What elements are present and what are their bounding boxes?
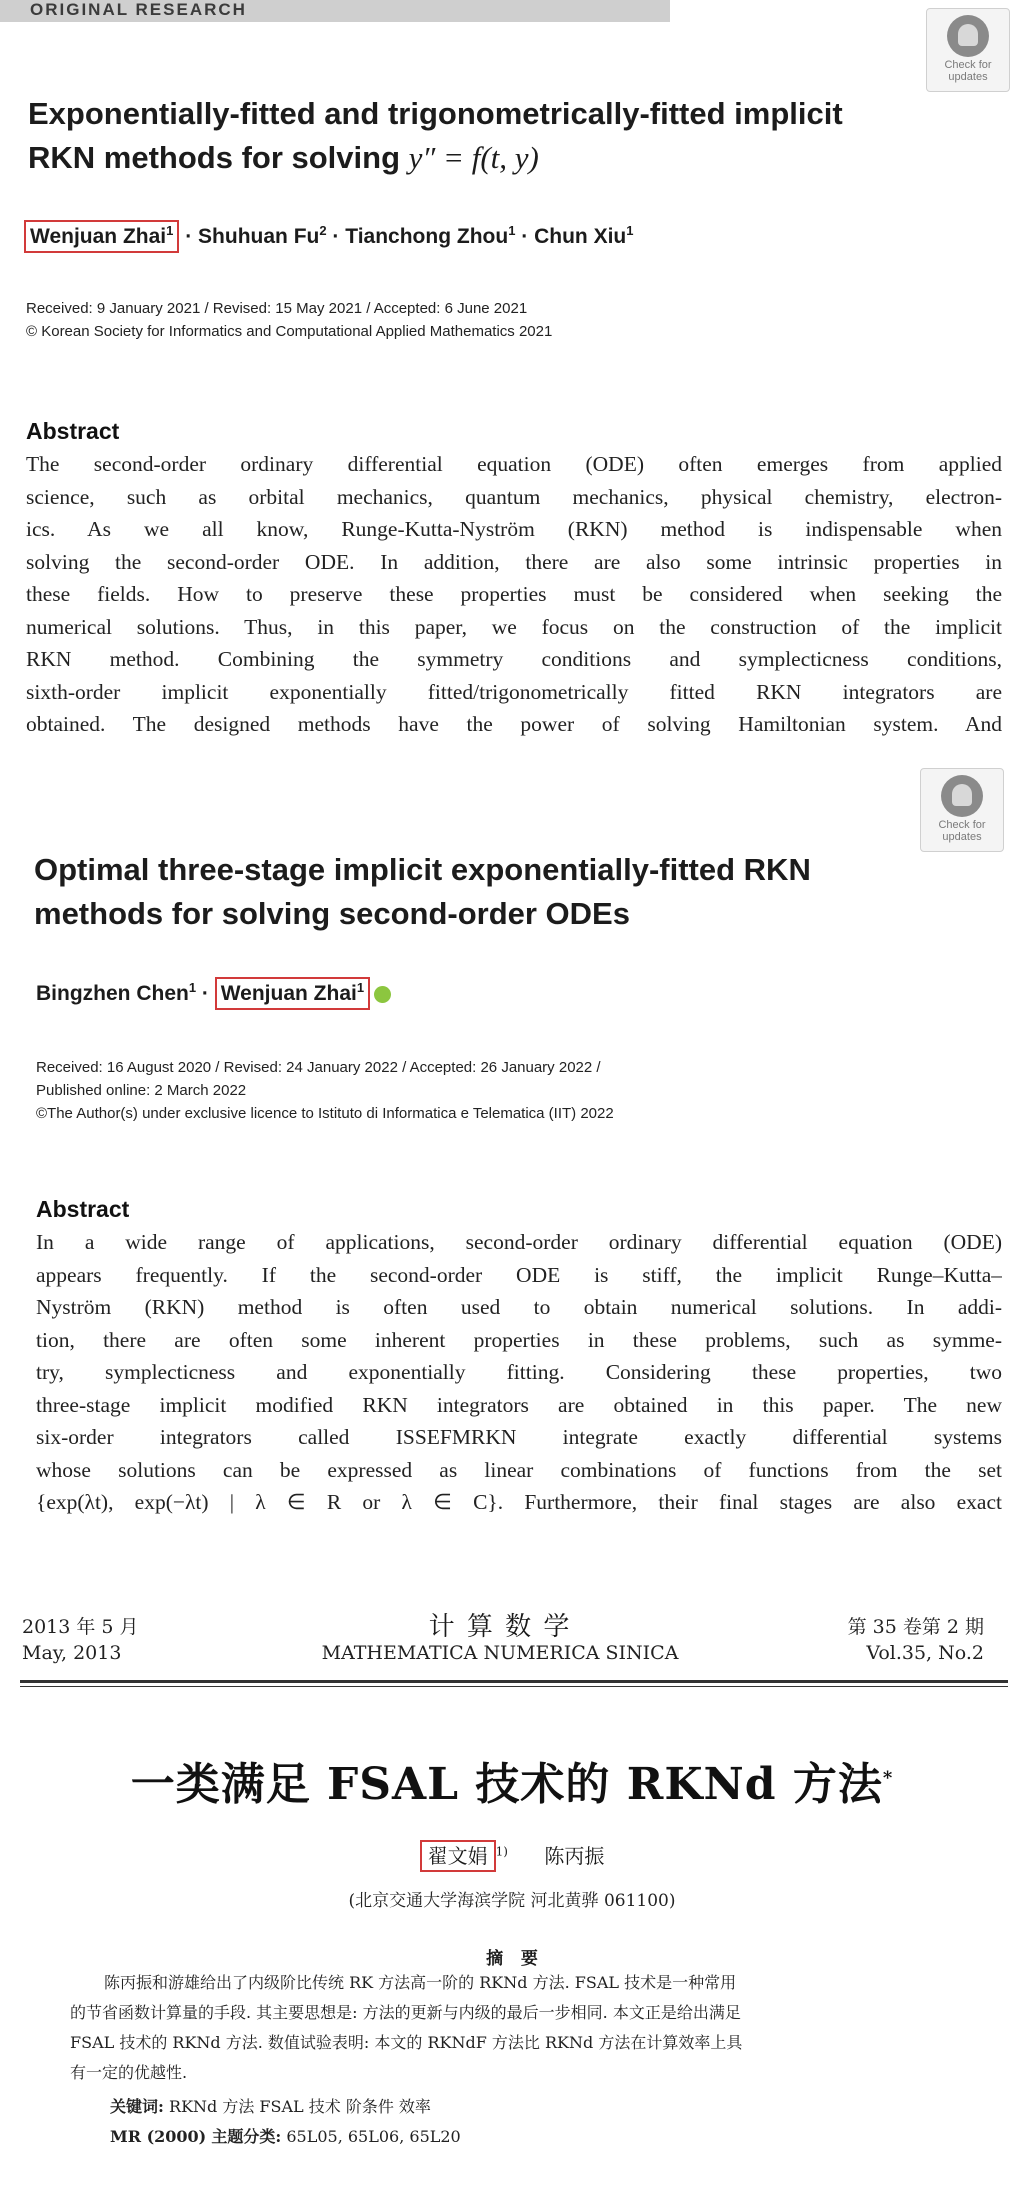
journal-date-en: May, 2013 <box>22 1642 122 1664</box>
paper2-dates-line1: Received: 16 August 2020 / Revised: 24 January 2022 / Accepted: 26 January 2022 / <box>36 1059 601 1076</box>
author-affiliation-sup: 1 <box>626 223 634 238</box>
author-separator: · <box>515 225 535 248</box>
paper2-dates-line2: Published online: 2 March 2022 <box>36 1082 247 1099</box>
author-affiliation-sup: 1 <box>166 223 174 238</box>
paper1-title-math: y″ = f(t, y) <box>408 140 539 175</box>
paper1-copyright: © Korean Society for Informatics and Computational Applied Mathematics 2021 <box>26 323 553 340</box>
msc-label-en: MR (2000) <box>110 2127 207 2146</box>
journal-volume-cn: 第 35 卷第 2 期 <box>847 1616 984 1638</box>
paper1-title <box>28 92 928 180</box>
author-affiliation-sup: 1) <box>495 1844 508 1859</box>
msc-label-cn: 主题分类: <box>211 2127 282 2146</box>
author-name: Chun Xiu <box>534 225 627 248</box>
paper2-title-line1: Optimal three-stage implicit exponentially-fitted RKN <box>34 852 811 887</box>
paper1-meta <box>26 297 552 343</box>
abstract-line: obtained. The designed methods have the power of solving Hamiltonian system. And <box>26 712 1002 736</box>
journal-date-cn: 2013 年 5 月 <box>22 1616 139 1638</box>
author-name: 陈丙振 <box>544 1844 605 1868</box>
title-footnote-mark: * <box>882 1767 894 1789</box>
paper3-title-text: 一类满足 FSAL 技术的 RKNd 方法 <box>130 1759 883 1810</box>
author-separator: · <box>196 982 215 1005</box>
author-name: Shuhuan Fu <box>198 225 320 248</box>
check-badge-line1: Check for <box>938 819 986 831</box>
paper1-dates: Received: 9 January 2021 / Revised: 15 May 2021 / Accepted: 6 June 2021 <box>26 300 528 317</box>
highlighted-author-box <box>420 1840 496 1872</box>
abstract-line: whose solutions can be expressed as linear combinations of functions from the set <box>36 1457 1002 1482</box>
abstract-line: three-stage implicit modified RKN integrators are obtained in this paper. The new <box>36 1392 1002 1417</box>
check-badge-line2: updates <box>942 831 982 843</box>
keywords-label: 关键词: <box>110 2097 164 2116</box>
paper2-authors <box>36 980 391 1006</box>
check-for-updates-icon <box>941 775 983 817</box>
highlighted-author-box <box>24 220 179 253</box>
abstract-line: science, such as orbital mechanics, quantum mechanics, physical chemistry, electron- <box>26 484 1002 509</box>
orcid-icon[interactable] <box>374 986 391 1003</box>
abstract-line: appears frequently. If the second-order ODE is stiff, the implicit Runge–Kutta– <box>36 1262 1002 1287</box>
check-badge-line1: Check for <box>944 59 992 71</box>
abstract-line: RKN method. Combining the symmetry conditions and symplecticness conditions, <box>26 647 1002 671</box>
abstract-line: six-order integrators called ISSEFMRKN integrate exactly differential systems <box>36 1425 1002 1449</box>
check-badge-line2: updates <box>948 71 988 83</box>
paper2-abstract-heading: Abstract <box>36 1196 130 1222</box>
paper1-title-line2-text: RKN methods for solving <box>28 140 409 175</box>
paper2-abstract <box>36 1226 1002 1522</box>
abstract-line: try, symplecticness and exponentially fitting. Considering these properties, two <box>36 1360 1002 1384</box>
abstract-line: 有一定的优越性. <box>70 2063 188 2082</box>
author-name: Bingzhen Chen <box>36 982 189 1005</box>
abstract-line: sixth-order implicit exponentially fitted/trigonometrically fitted RKN integrators are <box>26 679 1002 704</box>
header-rule-thin <box>20 1686 1008 1687</box>
journal-name-cn: 计 算 数 学 <box>428 1612 572 1642</box>
msc-value: 65L05, 65L06, 65L20 <box>286 2127 461 2146</box>
author-separator: · <box>326 225 346 248</box>
abstract-line: ics. As we all know, Runge-Kutta-Nyström (RKN) method is indispensable when <box>26 517 1002 541</box>
author-affiliation-sup: 2 <box>319 223 327 238</box>
abstract-line: numerical solutions. Thus, in this paper, we focus on the construction of the implicit <box>26 614 1002 639</box>
paper3-authors <box>0 1840 1024 1869</box>
check-for-updates-badge[interactable] <box>920 768 1004 852</box>
abstract-line: In a wide range of applications, second-order ordinary differential equation (ODE) <box>36 1230 1002 1254</box>
abstract-line: {exp(λt), exp(−λt) | λ ∈ R or λ ∈ C}. Furthermore, their final stages are also exact <box>36 1490 1002 1514</box>
paper2-title-line2: methods for solving second-order ODEs <box>34 896 630 931</box>
author-separator: · <box>179 225 199 248</box>
paper3-abstract <box>70 1968 950 2088</box>
paper2-copyright: ©The Author(s) under exclusive licence to Istituto di Informatica e Telematica (IIT) 2022 <box>36 1105 614 1122</box>
journal-name-en: MATHEMATICA NUMERICA SINICA <box>321 1642 679 1664</box>
header-rule-thick <box>20 1680 1008 1683</box>
paper1-abstract-heading: Abstract <box>26 418 120 444</box>
paper3-keywords <box>110 2094 431 2117</box>
author-name: Tianchong Zhou <box>345 225 509 248</box>
author-name: Wenjuan Zhai <box>220 982 357 1005</box>
author-name: 翟文娟 <box>427 1844 488 1868</box>
paper2-meta <box>36 1056 614 1125</box>
author-name: Wenjuan Zhai <box>30 225 167 248</box>
author-affiliation-sup: 1 <box>508 223 516 238</box>
paper1-title-line1: Exponentially-fitted and trigonometrically-fitted implicit <box>28 96 843 131</box>
paper1-authors <box>24 223 634 249</box>
paper1-title-line2 <box>28 136 928 180</box>
highlighted-author-box <box>215 977 370 1010</box>
check-for-updates-icon <box>947 15 989 57</box>
paper3-abstract-heading: 摘 要 <box>486 1949 538 1969</box>
section-label-original-research: ORIGINAL RESEARCH <box>0 0 670 22</box>
check-for-updates-badge[interactable] <box>926 8 1010 92</box>
abstract-line: tion, there are often some inherent properties in these problems, such as symme- <box>36 1327 1002 1352</box>
abstract-line: 的节省函数计算量的手段. 其主要思想是: 方法的更新与内级的最后一步相同. 本文正是给出满足 <box>70 2003 741 2022</box>
paper3-title <box>0 1748 1024 1812</box>
paper3-affiliation: (北京交通大学海滨学院 河北黄骅 061100) <box>348 1891 676 1911</box>
abstract-line: Nyström (RKN) method is often used to obtain numerical solutions. In addi- <box>36 1295 1002 1319</box>
abstract-line: FSAL 技术的 RKNd 方法. 数值试验表明: 本文的 RKNdF 方法比 RKNd 方法在计算效率上具 <box>70 2033 743 2052</box>
keywords-value: RKNd 方法 FSAL 技术 阶条件 效率 <box>169 2097 431 2116</box>
author-affiliation-sup: 1 <box>356 980 365 995</box>
paper1-abstract <box>26 448 1002 741</box>
author-affiliation-sup: 1 <box>188 980 197 995</box>
abstract-line: solving the second-order ODE. In addition, there are also some intrinsic properties in <box>26 549 1002 574</box>
paper3-msc <box>110 2124 461 2147</box>
abstract-line: these fields. How to preserve these properties must be considered when seeking the <box>26 582 1002 606</box>
abstract-line: The second-order ordinary differential equation (ODE) often emerges from applied <box>26 452 1002 476</box>
journal-volume-en: Vol.35, No.2 <box>866 1642 984 1664</box>
paper2-title <box>34 848 914 936</box>
abstract-line: 陈丙振和游雄给出了内级阶比传统 RK 方法高一阶的 RKNd 方法. FSAL 技术是一种常用 <box>104 1973 737 1992</box>
